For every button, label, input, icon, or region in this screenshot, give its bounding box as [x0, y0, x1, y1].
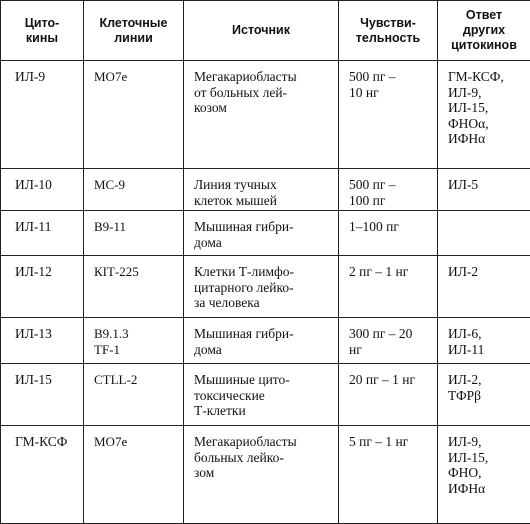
cell-response: ИЛ-2, ТФРβ	[438, 364, 530, 426]
header-cell-lines: Клеточные линии	[84, 1, 184, 61]
header-sensitivity: Чувстви- тельность	[339, 1, 438, 61]
cell-cytokine: ГМ-КСФ	[1, 426, 84, 524]
cell-cell-lines: МО7е	[84, 61, 184, 169]
cell-cell-lines: МС-9	[84, 169, 184, 211]
table-row	[1, 61, 530, 169]
table-row	[1, 318, 530, 364]
cell-cytokine: ИЛ-15	[1, 364, 84, 426]
cell-source: Мегакариобласты от больных лей- козом	[184, 61, 339, 169]
cell-sensitivity: 300 пг – 20 нг	[339, 318, 438, 364]
cell-cytokine: ИЛ-10	[1, 169, 84, 211]
table-row	[1, 169, 530, 211]
cell-source: Клетки Т-лимфо- цитарного лейко- за человека	[184, 256, 339, 318]
cell-response	[438, 211, 530, 256]
cell-source: Мышиные цито- токсические Т-клетки	[184, 364, 339, 426]
cell-cell-lines: КIТ-225	[84, 256, 184, 318]
cell-sensitivity: 20 пг – 1 нг	[339, 364, 438, 426]
cell-response: ИЛ-2	[438, 256, 530, 318]
cell-source: Мышиная гибри- дома	[184, 318, 339, 364]
cell-response: ИЛ-6, ИЛ-11	[438, 318, 530, 364]
header-other-cytokines-response: Ответ других цитокинов	[438, 1, 530, 61]
cell-response: ГМ-КСФ, ИЛ-9, ИЛ-15, ФНОα, ИФНα	[438, 61, 530, 169]
cell-cytokine: ИЛ-11	[1, 211, 84, 256]
table-row	[1, 211, 530, 256]
cell-response: ИЛ-9, ИЛ-15, ФНО, ИФНα	[438, 426, 530, 524]
cell-cell-lines: В9-11	[84, 211, 184, 256]
table-header-row	[1, 1, 530, 61]
cell-source: Линия тучных клеток мышей	[184, 169, 339, 211]
cell-cytokine: ИЛ-12	[1, 256, 84, 318]
cell-cell-lines: В9.1.3 TF-1	[84, 318, 184, 364]
cell-cell-lines: CTLL-2	[84, 364, 184, 426]
cell-response: ИЛ-5	[438, 169, 530, 211]
table-row	[1, 426, 530, 524]
cell-cell-lines: МО7е	[84, 426, 184, 524]
cell-cytokine: ИЛ-9	[1, 61, 84, 169]
cell-source: Мышиная гибри- дома	[184, 211, 339, 256]
cell-cytokine: ИЛ-13	[1, 318, 84, 364]
cell-sensitivity: 5 пг – 1 нг	[339, 426, 438, 524]
header-cytokines: Цито- кины	[1, 1, 84, 61]
cell-sensitivity: 500 пг – 100 пг	[339, 169, 438, 211]
cell-source: Мегакариобласты больных лейко- зом	[184, 426, 339, 524]
header-source: Источник	[184, 1, 339, 61]
cell-sensitivity: 2 пг – 1 нг	[339, 256, 438, 318]
table-row	[1, 364, 530, 426]
cell-sensitivity: 1–100 пг	[339, 211, 438, 256]
table-row	[1, 256, 530, 318]
cell-sensitivity: 500 пг – 10 нг	[339, 61, 438, 169]
